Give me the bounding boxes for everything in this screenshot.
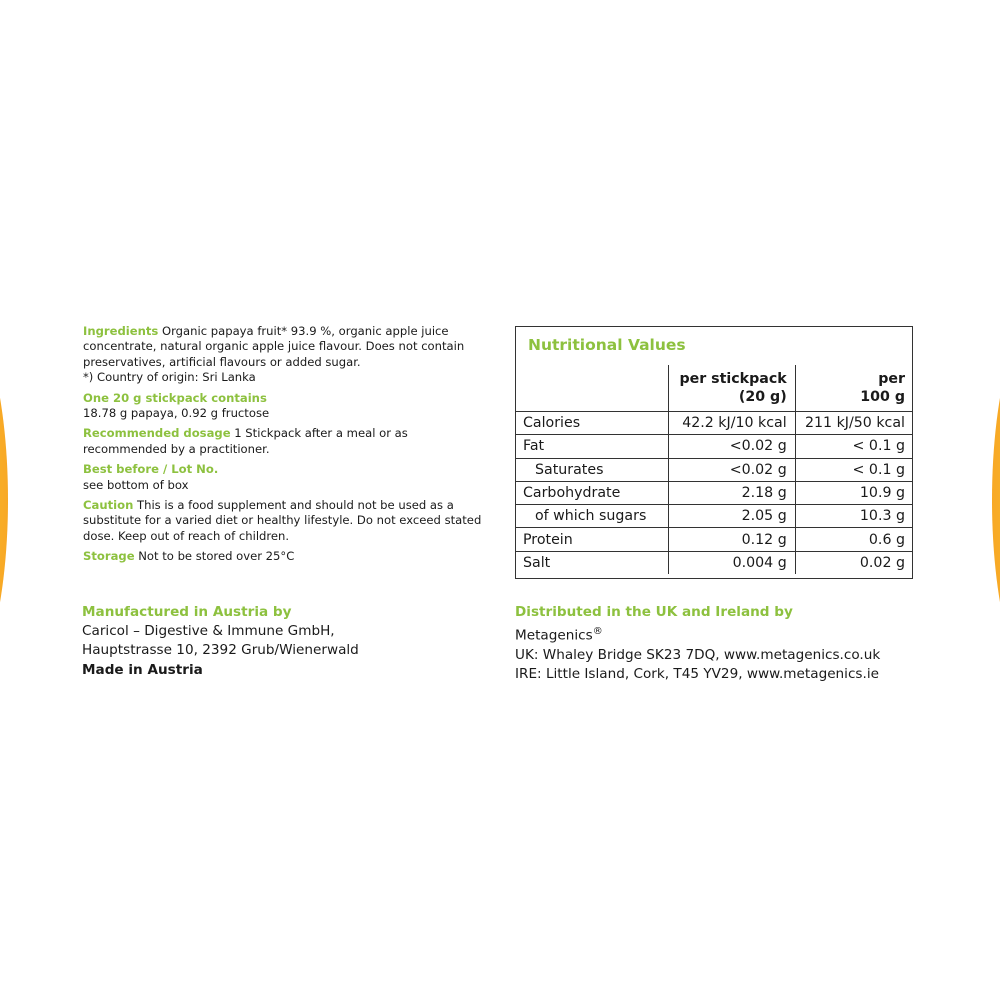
header-per-100g: per 100 g <box>795 365 913 412</box>
ingredients-text: Organic papaya fruit* 93.9 %, organic apple juice concentrate, natural organic apple juice flavour. Does not contain preservatives, artificial flavours or added sugar. <box>83 324 465 369</box>
right-orange-arc <box>992 295 1000 705</box>
caution-label: Caution <box>83 498 134 513</box>
distributor-uk: UK: Whaley Bridge SK23 7DQ, www.metagenics.co.uk <box>515 646 881 663</box>
nutrition-row: of which sugars 2.05 g 10.3 g <box>515 505 913 528</box>
distributor-block <box>515 603 880 684</box>
manufacturer-title: Manufactured in Austria by <box>82 604 292 620</box>
storage-text: Not to be stored over 25°C <box>138 549 295 564</box>
header-empty <box>515 365 669 412</box>
nutrition-row: Salt 0.004 g 0.02 g <box>515 551 913 574</box>
manufacturer-line1: Caricol – Digestive & Immune GmbH, <box>82 623 335 640</box>
storage-label: Storage <box>83 549 135 564</box>
nutrition-table <box>515 326 913 579</box>
made-in: Made in Austria <box>82 661 203 678</box>
caution-text: This is a food supplement and should not be used as a substitute for a varied diet or healthy lifestyle. Do not exceed stated dose. Keep out of reach of children. <box>83 498 482 543</box>
ingredients-block <box>83 324 483 386</box>
stickpack-label: One 20 g stickpack contains <box>83 390 267 405</box>
nutrition-title: Nutritional Values <box>528 336 686 354</box>
nutrition-header-row <box>515 365 913 412</box>
header-per-stickpack: per stickpack (20 g) <box>669 365 796 412</box>
bestbefore-label: Best before / Lot No. <box>83 462 219 477</box>
manufacturer-block <box>82 603 359 680</box>
nutrition-row: Protein 0.12 g 0.6 g <box>515 528 913 551</box>
manufacturer-line2: Hauptstrasse 10, 2392 Grub/Wienerwald <box>82 642 359 659</box>
dosage-block <box>83 426 483 457</box>
distributor-ire: IRE: Little Island, Cork, T45 YV29, www.metagenics.ie <box>515 666 879 683</box>
caution-block <box>83 498 483 544</box>
dosage-label: Recommended dosage <box>83 426 231 441</box>
distributor-name-line <box>515 622 880 646</box>
bestbefore-block <box>83 462 483 493</box>
storage-block <box>83 549 483 564</box>
nutrition-row: Fat <0.02 g < 0.1 g <box>515 435 913 458</box>
dosage-text: 1 Stickpack after a meal or as recommended by a practitioner. <box>83 426 408 456</box>
registered-mark: ® <box>592 626 603 638</box>
left-orange-arc <box>0 295 8 705</box>
nutrition-row: Carbohydrate 2.18 g 10.9 g <box>515 481 913 504</box>
nutrition-row: Saturates <0.02 g < 0.1 g <box>515 458 913 481</box>
bestbefore-text: see bottom of box <box>83 477 189 492</box>
product-info <box>83 324 483 570</box>
ingredients-label: Ingredients <box>83 324 159 338</box>
distributor-name: Metagenics <box>515 627 593 644</box>
distributor-title: Distributed in the UK and Ireland by <box>515 604 793 620</box>
stickpack-text: 18.78 g papaya, 0.92 g fructose <box>83 406 270 421</box>
nutrition-row: Calories 42.2 kJ/10 kcal 211 kJ/50 kcal <box>515 412 913 435</box>
stickpack-block <box>83 391 483 422</box>
origin-note: *) Country of origin: Sri Lanka <box>83 370 256 385</box>
